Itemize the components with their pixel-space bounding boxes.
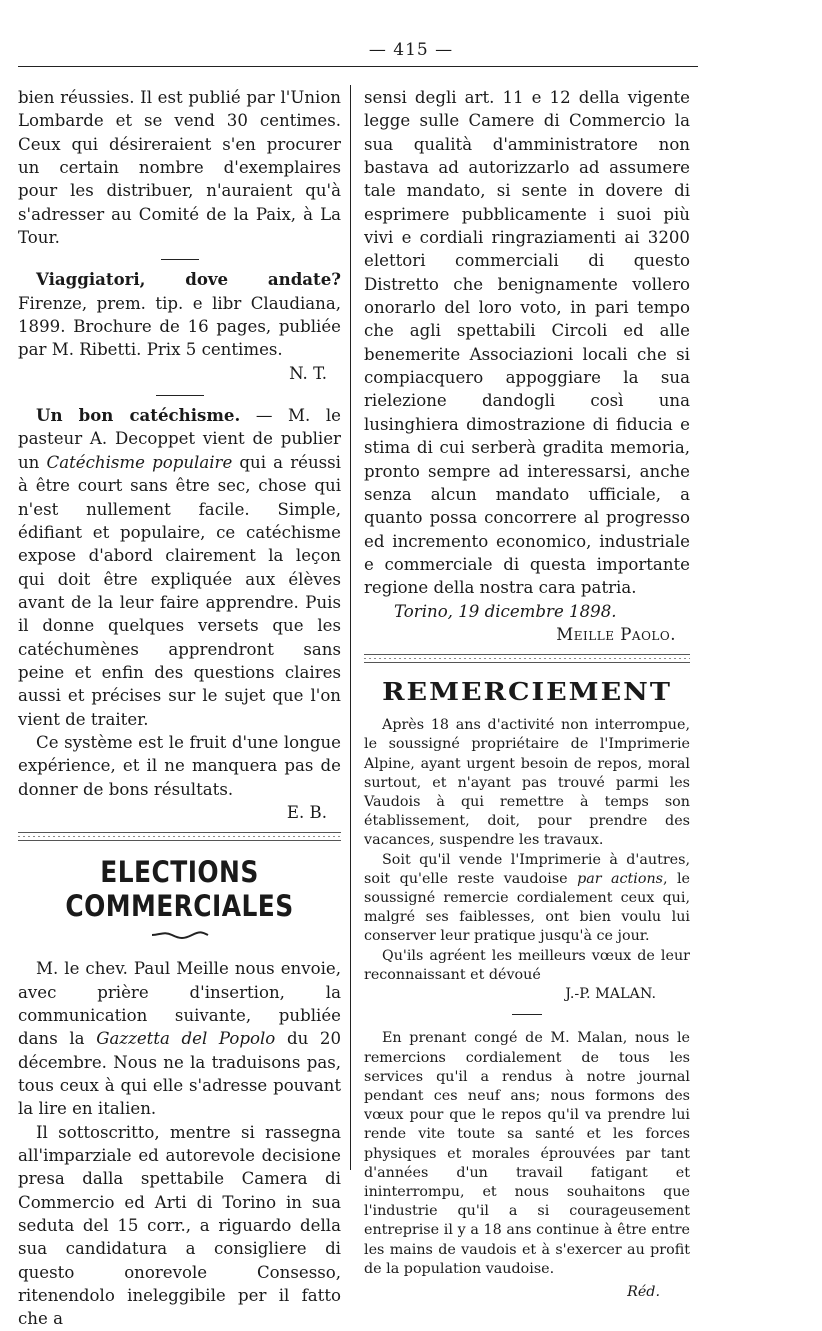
header-rule <box>18 66 698 67</box>
remerciement-text: , le soussigné remercie cordialement ceux qui, malgré ses faiblesses, ont bien voulu lui conserver leur pratique jusqu'à ce jour. <box>364 870 691 945</box>
dateline: Torino, 19 dicembre 1898. <box>394 601 617 621</box>
italian-continuation: sensi degli art. 11 e 12 della vigente legge sulle Camere di Commercio la sua qualità d'amministratore non bastava ad autorizzarlo ad assumere tale mandato, si sente in dovere di esprimere pubblicamente i suoi più vivi e cordiali ringraziamenti ai 3200 elettori commerciali di questo Distretto che benignamente vollero onorarlo del loro voto, in pari tempo che agli spettabili Circoli ed alle benemerite Associazioni locali che si compiacquero appoggiare la sua rielezione dandogli così una lusinghiera dimostrazione di fiducia e stima di cui serberà gradita memoria, pronto sempre ad interessarsi, anche senza alcun mandato ufficiale, a quanto possa concorrere al progresso ed incremento economico, industriale e commerciale di questa importante regione della nostra cara patria. <box>364 88 690 598</box>
remerciement-p2 <box>364 851 690 947</box>
remerciement-p3: Qu'ils agréent les meilleurs vœux de leur reconnaissant et dévoué <box>364 947 690 983</box>
left-column <box>18 86 341 1331</box>
column-divider <box>350 85 351 1170</box>
review-text: — M. le pasteur A. Decoppet vient de publier un <box>18 406 342 472</box>
right-column <box>364 86 690 1302</box>
review-paragraph: Ce système est le fruit d'une longue expérience, et il ne manquera pas de donner de bons résultats. <box>18 732 341 799</box>
remerciement-text: Soit qu'il vende l'Imprimerie à d'autres, soit qu'elle reste vaudoise <box>364 851 690 887</box>
remerciement-title: REMERCIEMENT <box>382 678 672 707</box>
review-title: Viaggiatori, dove andate? <box>36 269 341 290</box>
page-number: — 415 — <box>368 40 454 60</box>
emphasis: par actions <box>577 870 664 887</box>
elections-text: du 20 décembre. Nous ne la traduisons pas, tous ceux à qui elle s'adresse pouvant la lire en italien. <box>18 1029 342 1119</box>
signature-malan: J.-P. MALAN. <box>565 986 656 1003</box>
separator-rule <box>161 259 199 260</box>
elections-italian-text: Il sottoscritto, mentre si rassegna all'imparziale ed autorevole decisione presa dalla spettabile Camera di Commercio ed Arti di Torino in sua seduta del 15 corr., a riguardo della sua candidatura a consigliere di questo onorevole Consesso, ritenendolo ineleggibile per il fatto che a <box>18 1122 341 1329</box>
signature-meille: Meille Paolo. <box>556 624 676 644</box>
review-text: Firenze, prem. tip. e libr Claudiana, 1899. Brochure de 16 pages, publiée par M. Ribetti. Prix 5 centimes. <box>18 293 341 360</box>
separator-rule <box>156 395 204 396</box>
intro-paragraph: bien réussies. Il est publié par l'Union Lombarde et se vend 30 centimes. Ceux qui désireraient s'en procurer un certain nombre d'exemplaires pour les distribuer, n'auraient qu'à s'adresser au Comité de la Paix, à La Tour. <box>18 88 341 248</box>
editorial-signature: Réd. <box>627 1283 660 1300</box>
review-signature: N. T. <box>289 363 327 383</box>
remerciement-p1: Après 18 ans d'activité non interrompue, le soussigné propriétaire de l'Imprimerie Alpine, ayant urgent besoin de repos, moral surtout, et n'ayant pas trouvé parmi les Vaudois à qui remettre à temps son établissement, doit, pour prendre des vacances, suspendre les travaux. <box>364 717 690 849</box>
review-signature: E. B. <box>286 802 327 822</box>
elections-text: M. le chev. Paul Meille nous envoie, avec prière d'insertion, la communication suivante, publiée dans la <box>18 959 341 1049</box>
book-title: Catéchisme populaire <box>46 452 233 472</box>
section-divider <box>364 654 690 663</box>
section-divider <box>18 832 341 841</box>
editorial-note: En prenant congé de M. Malan, nous le remercions cordialement de tous les services qu'il a rendus à notre journal pendant ces neuf ans; nous formons des vœux pour que le repos qu'il va prendre lui rende vite toute sa santé et les forces physiques et morales éprouvées par tant d'années d'un travail fatigant et ininterrompu, et nous souhaitons que l'industrie qu'il a si courageusement entreprise il y a 18 ans continue à être entre les mains de vaudois et à s'exercer au profit de la population vaudoise. <box>364 1030 690 1277</box>
elections-intro <box>18 957 341 1120</box>
newspaper-name: Gazzetta del Popolo <box>96 1029 276 1049</box>
review-viaggiatori <box>18 268 341 361</box>
review-catechisme <box>18 404 341 731</box>
ornament-flourish <box>150 929 210 941</box>
review-text: qui a réussi à être court sans être sec, chose qui n'est nullement facile. Simple, édifiant et populaire, ce catéchisme expose d'abord clairement la leçon qui doit être expliquée aux élèves avant de la leur faire apprendre. Puis il donne quelques versets que les catéchumènes apprendront sans peine et enfin des questions claires aussi et précises sur le sujet que l'on vient de traiter. <box>18 452 341 729</box>
separator-rule <box>512 1014 542 1015</box>
section-title: ELECTIONS COMMERCIALES <box>65 855 294 924</box>
review-title: Un bon catéchisme. <box>36 405 241 426</box>
